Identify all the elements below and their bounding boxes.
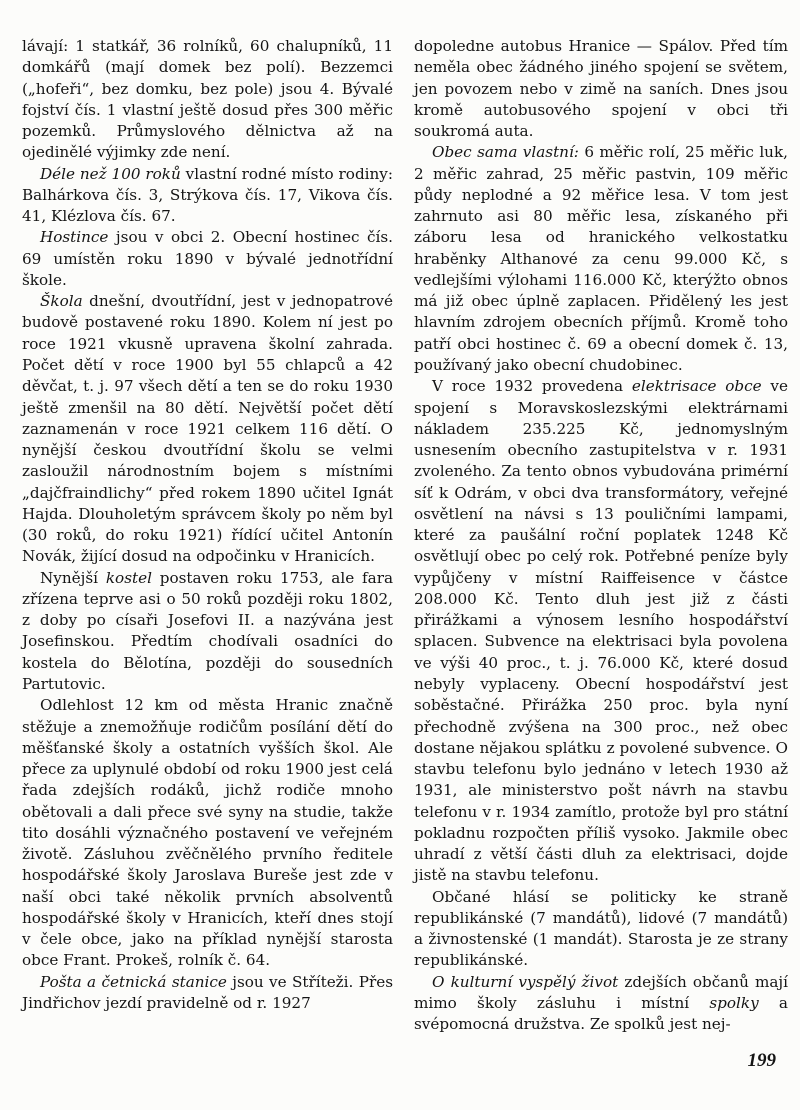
paragraph [414,376,788,886]
paragraph-text: Nynější [40,568,106,587]
paragraph-text: Občané hlásí se politicky ke straně republikánské (7 mandátů), lidové (7 mandátů) a živnostenské (1 mandát). Starosta je ze strany republikánské. [414,887,788,970]
italic-term: elektrisace obce [631,377,762,396]
italic-lead: Hostince [40,228,109,247]
italic-term: kostel [105,568,152,587]
paragraph-text: jsou v obci 2. Obecní hostinec čís. 69 umístěn roku 1890 v bývalé jednotřídní škole. [22,228,393,289]
italic-lead: Obec sama vlastní: [432,143,579,162]
paragraph [22,568,393,696]
page-number: 199 [747,1050,776,1071]
paragraph [414,887,788,972]
left-column [22,36,393,1014]
right-column [414,36,788,1035]
paragraph-text: a svépomocná družstva. Ze spolků jest nej- [414,993,788,1034]
italic-lead: Déle než 100 roků [40,164,181,183]
paragraph [22,695,393,971]
paragraph-text: zdejších občanů mají mimo školy zásluhu i místní [414,972,788,1012]
paragraph-text: lávají: 1 statkář, 36 rolníků, 60 chalupníků, 11 domkářů (mají domek bez polí). Bezzemci („hofeři“, bez domku, bez pole) jsou 4. Bývalé fojství čís. 1 vlastní ještě dosud přes 300 měřic pozemků. Průmyslového dělnictva až na ojedinělé výjimky zde není. [22,37,393,162]
paragraph [22,164,393,228]
paragraph-text: jsou ve Stříteži. Přes Jindřichov jezdí pravidelně od r. 1927 [22,972,393,1012]
paragraph [414,972,788,1036]
italic-lead: Pošta a četnická stanice [40,972,227,991]
paragraph [414,36,788,142]
paragraph [22,291,393,567]
paragraph [22,227,393,291]
italic-lead: Škola [40,292,83,311]
paragraph-text: dnešní, dvoutřídní, jest v jednopatrové budově postavené roku 1890. Kolem ní jest po roce 1921 vkusně upravena školní zahrada. Počet dětí v roce 1900 byl 55 chlapců a 42 děvčat, t. j. 97 všech dětí a ten se do roku 1930 ještě zmenšil na 80 dětí. Největší počet dětí zaznamenán v roce 1921 celkem 116 dětí. O nynější českou dvoutřídní školu se velmi zasloužil národnostním bojem s místními „dajčfraindlichy“ před rokem 1890 učitel Ignát Hajda. Dlouholetým správcem školy po něm byl (30 roků, do roku 1921) řídící učitel Antonín Novák, žijící dosud na odpočinku v Hranicích. [22,292,393,566]
italic-term: spolky [709,993,759,1012]
italic-lead: O kulturní vyspělý život [432,972,619,991]
paragraph-text: vlastní rodné místo rodiny: Balhárkova čís. 3, Strýkova čís. 17, Vikova čís. 41, Klézlova čís. 67. [22,164,393,226]
paragraph-text: 6 měřic rolí, 25 měřic luk, 2 měřic zahrad, 25 měřic pastvin, 109 měřic půdy neplodné a 92 měřice lesa. V tom jest zahrnuto asi 80 měřic lesa, získaného při záboru lesa od hranického velkostatku hraběnky Althanové za cenu 99.000 Kč, s vedlejšími výlohami 116.000 Kč, kterýžto obnos má již obec úplně zaplacen. Přidělený les jest hlavním zdrojem obecních příjmů. Kromě toho patří obci hostinec č. 69 a obecní domek č. 13, používaný jako obecní chudobinec. [414,143,788,374]
paragraph-text: dopoledne autobus Hranice — Spálov. Před tím neměla obec žádného jiného spojení se světem, jen povozem nebo v zimě na saních. Dnes jsou kromě autobusového spojení v obci tři soukromá auta. [414,37,788,141]
paragraph-text: ve spojení s Moravskoslezskými elektrárnami nákladem 235.225 Kč, jednomyslným usnesením obecního zastupitelstva v r. 1931 zvoleného. Za tento obnos vybudována primérní síť k Odrám, v obci dva transformátory, veřejné osvětlení na návsi s 13 pouličními lampami, které za paušální roční poplatek 1248 Kč osvětlují obec po celý rok. Potřebné peníze byly vypůjčeny v místní Raiffeisence v částce 208.000 Kč. Tento dluh jest již z části přirážkami a výnosem lesního hospodářství splacen. Subvence na elektrisaci byla povolena ve výši 40 proc., t. j. 76.000 Kč, které dosud nebyly vyplaceny. Obecní hospodářství jest soběstačné. Přirážka 250 proc. byla nyní přechodně zvýšena na 300 proc., než obec dostane nějakou splátku z povolené subvence. O stavbu telefonu bylo jednáno v letech 1930 až 1931, ale ministerstvo pošt návrh na stavbu telefonu v r. 1934 zamítlo, protože byl pro státní pokladnu rozpočten příliš vysoko. Jakmile obec uhradí z větší části dluh za elektrisaci, dojde jistě na stavbu telefonu. [414,377,788,885]
paragraph [22,972,393,1015]
paragraph [414,142,788,376]
paragraph [22,36,393,164]
paragraph-text: Odlehlost 12 km od města Hranic značně stěžuje a znemožňuje rodičům posílání dětí do měšťanské školy a ostatních vyšších škol. Ale přece za uplynulé období od roku 1900 jest celá řada zdejších rodáků, jichž rodiče mnoho obětovali a dali přece své syny na studie, takže tito dosáhli význačného postavení ve veřejném životě. Zásluhou zvěčnělého prvního ředitele hospodářské školy Jaroslava Bureše jest zde v naší obci také několik prvních absolventů hospodářské školy v Hranicích, kteří dnes stojí v čele obce, jako na příklad nynější starosta obce Frant. Prokeš, rolník č. 64. [22,696,393,970]
paragraph-text: V roce 1932 provedena [432,377,632,396]
paragraph-text: postaven roku 1753, ale fara zřízena teprve asi o 50 roků později roku 1802, z doby po císaři Josefovi II. a nazývána jest Josefinskou. Předtím chodívali osadníci do kostela do Bělotína, později do sousedních Partutovic. [22,568,394,693]
